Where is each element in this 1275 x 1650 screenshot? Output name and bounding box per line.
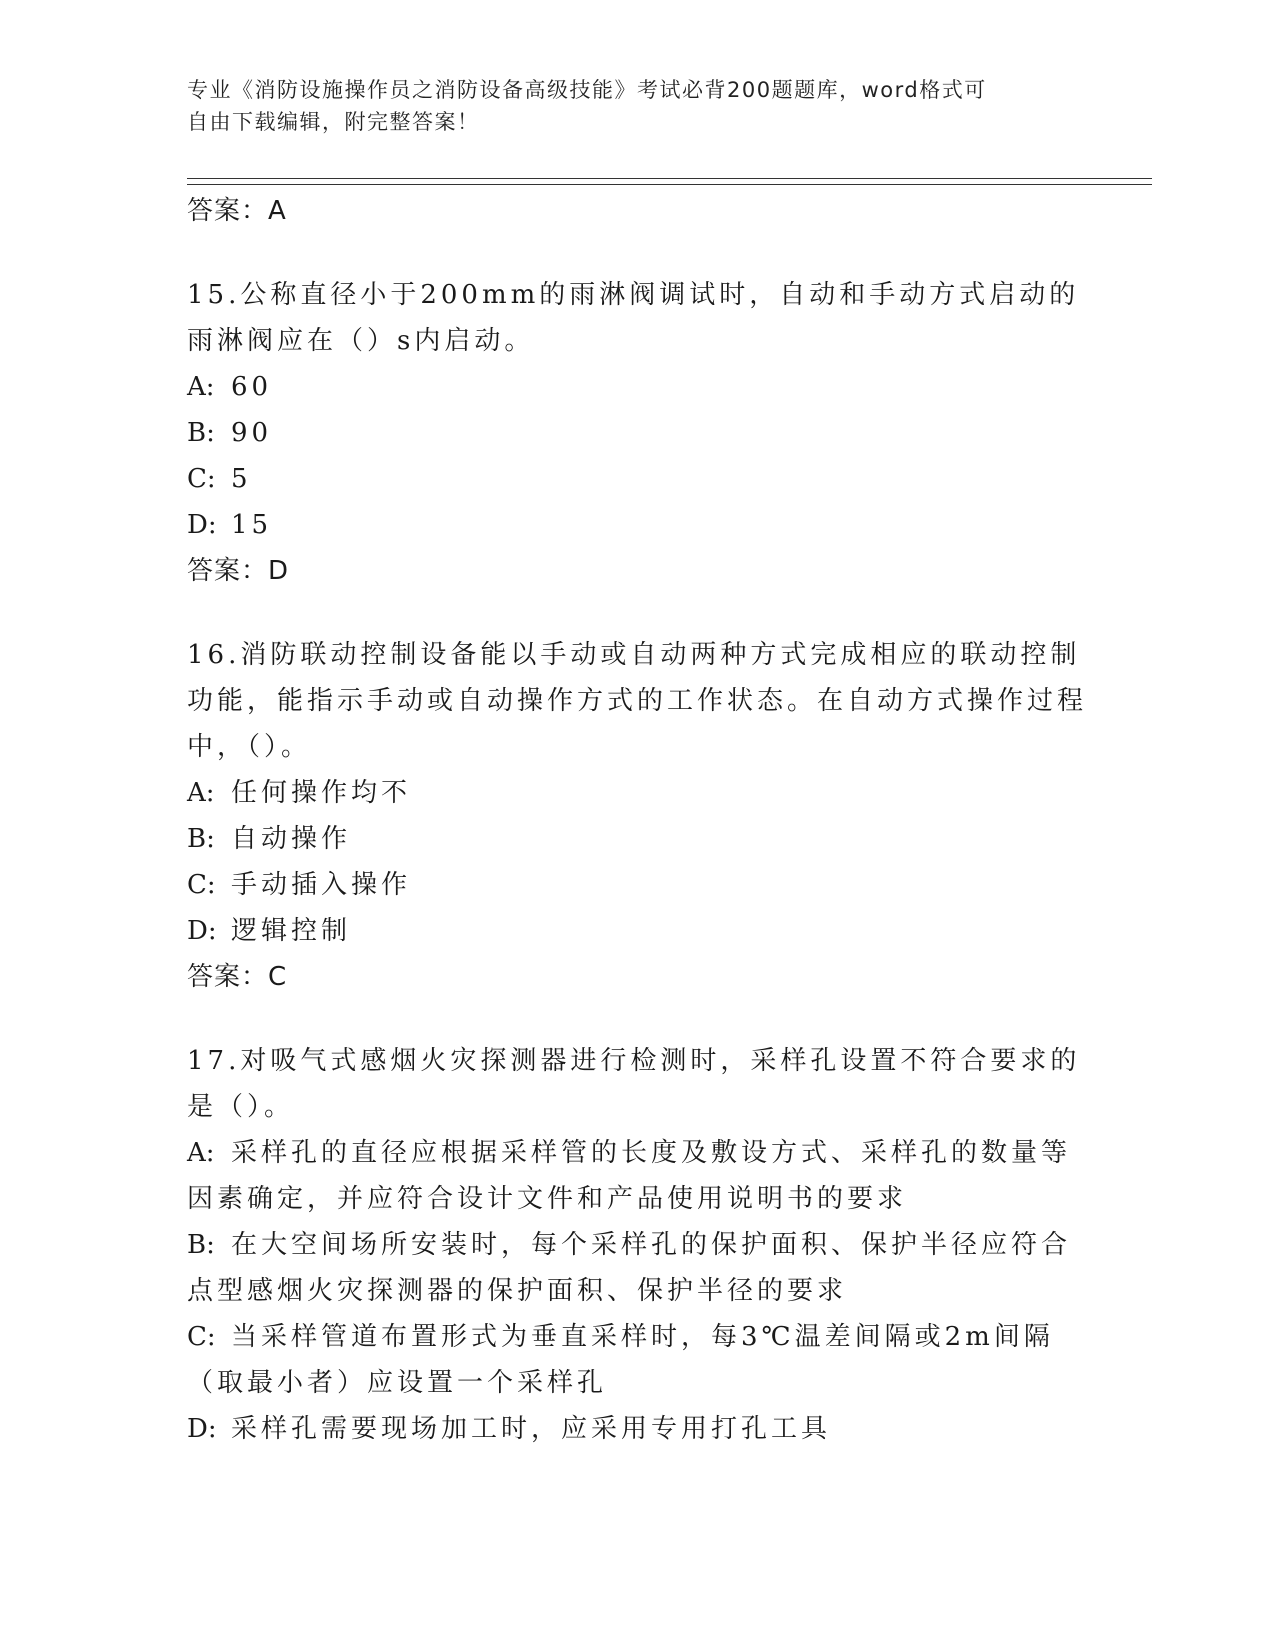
- option-letter: D:: [187, 916, 217, 946]
- option-a: [187, 1130, 1087, 1222]
- header-line-2: 自由下载编辑，附完整答案！: [187, 110, 480, 134]
- option-text: 采样孔需要现场加工时，应采用专用打孔工具: [231, 1414, 832, 1444]
- document-header: [187, 74, 1087, 138]
- option-a: [187, 770, 1087, 816]
- question-17: [187, 1038, 1087, 1452]
- option-b: [187, 816, 1087, 862]
- option-letter: B:: [187, 418, 215, 448]
- option-text: 90: [231, 418, 273, 448]
- option-d: [187, 908, 1087, 954]
- option-text: 采样孔的直径应根据采样管的长度及敷设方式、采样孔的数量等因素确定，并应符合设计文件和产品使用说明书的要求: [187, 1138, 1072, 1214]
- option-letter: D:: [187, 510, 217, 540]
- option-text: 当采样管道布置形式为垂直采样时，每3℃温差间隔或2m间隔（取最小者）应设置一个采样孔: [187, 1322, 1054, 1398]
- option-c: [187, 456, 1087, 502]
- option-c: [187, 862, 1087, 908]
- question-16: [187, 632, 1087, 1000]
- option-d: [187, 502, 1087, 548]
- option-letter: C:: [187, 464, 216, 494]
- option-letter: C:: [187, 870, 216, 900]
- option-text: 在大空间场所安装时，每个采样孔的保护面积、保护半径应符合点型感烟火灾探测器的保护面积、保护半径的要求: [187, 1230, 1072, 1306]
- question-answer: 答案：D: [187, 556, 290, 586]
- option-b: [187, 410, 1087, 456]
- header-rule-top: [187, 178, 1152, 179]
- question-answer: 答案：C: [187, 962, 288, 992]
- option-b: [187, 1222, 1087, 1314]
- question-stem: 16.消防联动控制设备能以手动或自动两种方式完成相应的联动控制功能，能指示手动或自动操作方式的工作状态。在自动方式操作过程中，（）。: [187, 640, 1088, 762]
- option-letter: A:: [187, 778, 215, 808]
- question-15: [187, 272, 1087, 594]
- option-letter: C:: [187, 1322, 216, 1352]
- header-rule-bottom: [187, 184, 1152, 185]
- option-letter: D:: [187, 1414, 217, 1444]
- option-text: 5: [231, 464, 252, 494]
- option-text: 逻辑控制: [231, 916, 352, 946]
- option-letter: B:: [187, 824, 215, 854]
- option-letter: A:: [187, 1138, 215, 1168]
- option-letter: A:: [187, 372, 215, 402]
- option-text: 手动插入操作: [231, 870, 412, 900]
- option-text: 60: [231, 372, 273, 402]
- question-stem: 17.对吸气式感烟火灾探测器进行检测时，采样孔设置不符合要求的是（）。: [187, 1046, 1081, 1122]
- option-text: 15: [231, 510, 273, 540]
- header-line-1: 专业《消防设施操作员之消防设备高级技能》考试必背200题题库，word格式可: [187, 78, 987, 102]
- question-stem: 15.公称直径小于200mm的雨淋阀调试时，自动和手动方式启动的雨淋阀应在（）s内启动。: [187, 280, 1080, 356]
- option-text: 任何操作均不: [231, 778, 412, 808]
- option-d: [187, 1406, 1087, 1452]
- option-text: 自动操作: [231, 824, 352, 854]
- option-c: [187, 1314, 1087, 1406]
- document-body: [187, 188, 1087, 1452]
- option-letter: B:: [187, 1230, 215, 1260]
- previous-answer: 答案：A: [187, 196, 287, 226]
- option-a: [187, 364, 1087, 410]
